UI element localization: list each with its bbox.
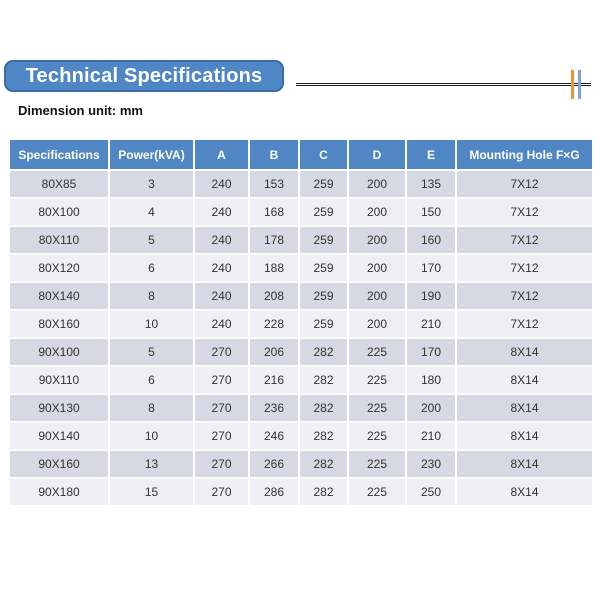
table-cell: 200 [348, 282, 406, 310]
table-row [9, 478, 593, 506]
table-row [9, 254, 593, 282]
table-row [9, 198, 593, 226]
table-cell: 282 [299, 366, 348, 394]
accent-tick-blue-icon [578, 70, 581, 99]
table-cell: 259 [299, 226, 348, 254]
table-cell: 190 [406, 282, 456, 310]
table-cell: 240 [194, 282, 249, 310]
table-cell: 259 [299, 170, 348, 198]
table-cell: 80X110 [9, 226, 109, 254]
table-cell: 8X14 [456, 338, 593, 366]
table-row [9, 422, 593, 450]
table-row [9, 310, 593, 338]
divider-line [296, 83, 591, 86]
table-cell: 13 [109, 450, 194, 478]
table-cell: 282 [299, 478, 348, 506]
table-cell: 7X12 [456, 310, 593, 338]
table-cell: 8X14 [456, 478, 593, 506]
table-cell: 282 [299, 394, 348, 422]
table-cell: 7X12 [456, 282, 593, 310]
table-cell: 208 [249, 282, 299, 310]
table-cell: 270 [194, 422, 249, 450]
table-cell: 270 [194, 366, 249, 394]
spec-table [8, 138, 594, 507]
table-cell: 7X12 [456, 226, 593, 254]
table-cell: 250 [406, 478, 456, 506]
table-cell: 160 [406, 226, 456, 254]
table-cell: 259 [299, 310, 348, 338]
table-cell: 6 [109, 254, 194, 282]
table-cell: 15 [109, 478, 194, 506]
table-cell: 10 [109, 422, 194, 450]
table-cell: 200 [348, 310, 406, 338]
table-cell: 240 [194, 198, 249, 226]
page-title: Technical Specifications [25, 64, 263, 87]
table-cell: 225 [348, 450, 406, 478]
table-cell: 153 [249, 170, 299, 198]
table-cell: 8 [109, 394, 194, 422]
table-cell: 90X180 [9, 478, 109, 506]
table-cell: 200 [348, 254, 406, 282]
table-cell: 228 [249, 310, 299, 338]
table-cell: 7X12 [456, 254, 593, 282]
table-cell: 170 [406, 338, 456, 366]
table-cell: 188 [249, 254, 299, 282]
spec-table-wrapper [8, 138, 592, 507]
table-cell: 225 [348, 338, 406, 366]
table-cell: 225 [348, 478, 406, 506]
table-cell: 8 [109, 282, 194, 310]
table-cell: 80X100 [9, 198, 109, 226]
table-cell: 8X14 [456, 450, 593, 478]
column-header: Specifications [9, 139, 109, 170]
table-cell: 240 [194, 170, 249, 198]
table-cell: 282 [299, 338, 348, 366]
spec-table-head [9, 139, 593, 170]
table-row [9, 170, 593, 198]
table-row [9, 394, 593, 422]
table-cell: 180 [406, 366, 456, 394]
table-cell: 259 [299, 198, 348, 226]
table-cell: 266 [249, 450, 299, 478]
table-cell: 210 [406, 422, 456, 450]
table-cell: 80X120 [9, 254, 109, 282]
table-cell: 90X110 [9, 366, 109, 394]
table-row [9, 450, 593, 478]
table-cell: 270 [194, 450, 249, 478]
table-cell: 90X140 [9, 422, 109, 450]
table-cell: 7X12 [456, 198, 593, 226]
table-cell: 259 [299, 282, 348, 310]
column-header: D [348, 139, 406, 170]
table-cell: 150 [406, 198, 456, 226]
table-cell: 225 [348, 422, 406, 450]
table-cell: 236 [249, 394, 299, 422]
column-header: B [249, 139, 299, 170]
table-cell: 10 [109, 310, 194, 338]
column-header: Mounting Hole F×G [456, 139, 593, 170]
table-cell: 230 [406, 450, 456, 478]
column-header: A [194, 139, 249, 170]
table-cell: 135 [406, 170, 456, 198]
table-cell: 5 [109, 226, 194, 254]
table-cell: 168 [249, 198, 299, 226]
table-cell: 282 [299, 422, 348, 450]
table-cell: 200 [348, 198, 406, 226]
table-cell: 270 [194, 478, 249, 506]
table-cell: 240 [194, 254, 249, 282]
table-cell: 200 [406, 394, 456, 422]
table-cell: 90X160 [9, 450, 109, 478]
table-cell: 270 [194, 394, 249, 422]
table-cell: 259 [299, 254, 348, 282]
table-cell: 200 [348, 170, 406, 198]
table-cell: 8X14 [456, 422, 593, 450]
table-cell: 200 [348, 226, 406, 254]
table-cell: 80X85 [9, 170, 109, 198]
dimension-unit-note: Dimension unit: mm [18, 103, 143, 118]
table-cell: 170 [406, 254, 456, 282]
column-header: Power(kVA) [109, 139, 194, 170]
table-cell: 8X14 [456, 366, 593, 394]
table-cell: 246 [249, 422, 299, 450]
accent-tick-orange-icon [571, 70, 574, 99]
table-cell: 90X100 [9, 338, 109, 366]
table-cell: 240 [194, 226, 249, 254]
table-cell: 225 [348, 394, 406, 422]
table-cell: 8X14 [456, 394, 593, 422]
table-cell: 178 [249, 226, 299, 254]
spec-table-body [9, 170, 593, 506]
table-cell: 6 [109, 366, 194, 394]
table-cell: 5 [109, 338, 194, 366]
table-row [9, 226, 593, 254]
table-row [9, 366, 593, 394]
column-header: C [299, 139, 348, 170]
table-row [9, 282, 593, 310]
title-banner [4, 60, 284, 92]
table-cell: 3 [109, 170, 194, 198]
table-cell: 80X160 [9, 310, 109, 338]
table-cell: 216 [249, 366, 299, 394]
header-row [9, 139, 593, 170]
table-cell: 206 [249, 338, 299, 366]
table-cell: 210 [406, 310, 456, 338]
table-cell: 225 [348, 366, 406, 394]
table-cell: 90X130 [9, 394, 109, 422]
table-cell: 286 [249, 478, 299, 506]
table-cell: 4 [109, 198, 194, 226]
table-cell: 80X140 [9, 282, 109, 310]
table-row [9, 338, 593, 366]
table-cell: 7X12 [456, 170, 593, 198]
table-cell: 240 [194, 310, 249, 338]
table-cell: 270 [194, 338, 249, 366]
column-header: E [406, 139, 456, 170]
table-cell: 282 [299, 450, 348, 478]
